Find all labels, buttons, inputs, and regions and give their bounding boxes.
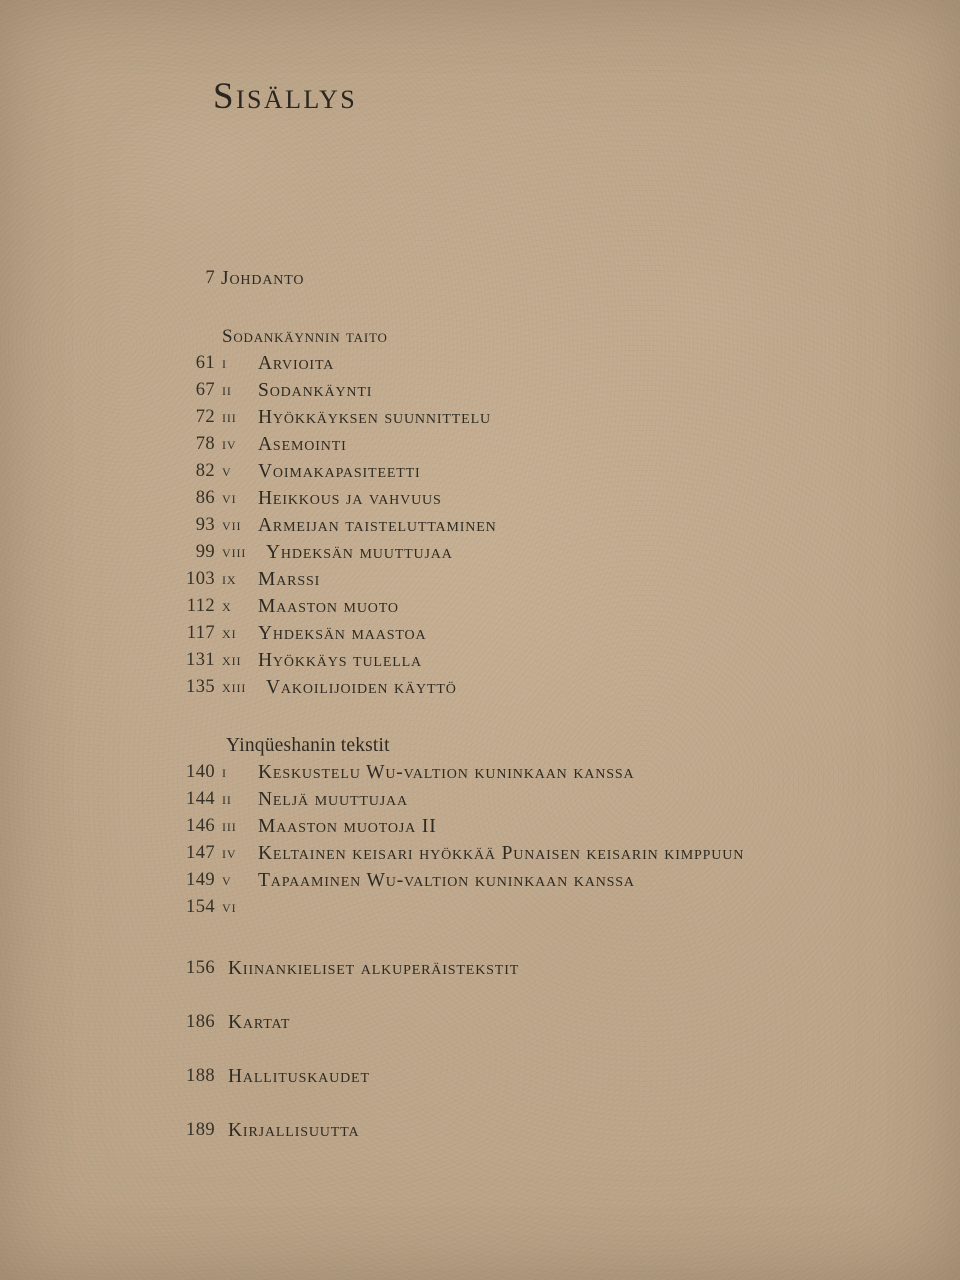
- toc-entry: [0, 623, 960, 650]
- page-number: 99: [195, 542, 215, 562]
- toc-entry-back-matter: [0, 1120, 960, 1147]
- page-number: 140: [186, 762, 215, 782]
- page-number: 186: [186, 1012, 215, 1032]
- entry-title: Armeijan taisteluttaminen: [258, 515, 497, 536]
- entry-title: Marssi: [258, 569, 321, 590]
- entry-title: Arvioita: [258, 353, 335, 374]
- entry-title: Sodankäynti: [258, 380, 373, 401]
- entry-title: Hyökkäys tulella: [258, 650, 422, 671]
- entry-title: Vakoilijoiden käyttö: [266, 677, 457, 698]
- chapter-numeral: v: [222, 870, 232, 889]
- page-title: Sisällys: [213, 76, 358, 117]
- toc-entry: [0, 542, 960, 569]
- toc-entry: [0, 870, 960, 897]
- spacer: [0, 704, 960, 735]
- chapter-numeral: vi: [222, 488, 237, 507]
- page-number: 144: [186, 789, 215, 809]
- page-number: 117: [186, 623, 215, 643]
- chapter-numeral: x: [222, 596, 232, 615]
- page-number: 67: [195, 380, 215, 400]
- toc-entry: [0, 353, 960, 380]
- toc-entry: [0, 897, 960, 924]
- chapter-numeral: i: [222, 762, 227, 781]
- page-number: 103: [186, 569, 215, 589]
- toc-entry-back-matter: [0, 958, 960, 985]
- toc-entry: [0, 407, 960, 434]
- entry-title: Heikkous ja vahvuus: [258, 488, 442, 509]
- toc-entry: [0, 380, 960, 407]
- page-number: 7: [205, 268, 215, 288]
- chapter-numeral: iii: [222, 407, 237, 426]
- page-number: 78: [195, 434, 215, 454]
- chapter-numeral: viii: [222, 542, 247, 561]
- entry-title: Hallituskaudet: [228, 1066, 370, 1087]
- page-number: 72: [195, 407, 215, 427]
- toc-entry: [0, 843, 960, 870]
- section-heading: Yinqüeshanin tekstit: [226, 735, 390, 756]
- entry-title: Johdanto: [221, 268, 305, 289]
- entry-title: Keltainen keisari hyökkää Punaisen keisarin kimppuun: [258, 843, 745, 864]
- section-heading-row: [0, 326, 960, 353]
- entry-title: Yhdeksän muuttujaa: [266, 542, 453, 563]
- entry-title: Kartat: [228, 1012, 291, 1033]
- table-of-contents: [0, 268, 960, 1147]
- toc-entry-back-matter: [0, 1066, 960, 1093]
- page-number: 82: [195, 461, 215, 481]
- entry-title: Voimakapasiteetti: [258, 461, 421, 482]
- chapter-numeral: ii: [222, 380, 232, 399]
- toc-entry: [0, 488, 960, 515]
- chapter-numeral: vii: [222, 515, 242, 534]
- page-number: 93: [195, 515, 215, 535]
- entry-title: Keskustelu Wu-valtion kuninkaan kanssa: [258, 762, 635, 783]
- section-heading-row: [0, 735, 960, 762]
- chapter-numeral: iv: [222, 434, 237, 453]
- chapter-numeral: iv: [222, 843, 237, 862]
- spacer: [0, 1093, 960, 1120]
- page-number: 112: [186, 596, 215, 616]
- entry-title: Kiinankieliset alkuperäistekstit: [228, 958, 520, 979]
- toc-entry: [0, 569, 960, 596]
- section-heading: Sodankäynnin taito: [222, 326, 388, 347]
- toc-entry: [0, 677, 960, 704]
- entry-title: Maaston muotoja II: [258, 816, 437, 837]
- chapter-numeral: ix: [222, 569, 237, 588]
- page-number: 135: [186, 677, 215, 697]
- chapter-numeral: v: [222, 461, 232, 480]
- spacer: [0, 1039, 960, 1066]
- spacer: [0, 924, 960, 958]
- spacer: [0, 295, 960, 326]
- page-number: 189: [186, 1120, 215, 1140]
- page-number: 154: [186, 897, 215, 917]
- toc-entry-johdanto: [0, 268, 960, 295]
- toc-entry: [0, 596, 960, 623]
- toc-entry: [0, 434, 960, 461]
- toc-entry: [0, 789, 960, 816]
- chapter-numeral: xi: [222, 623, 237, 642]
- page-number: 147: [186, 843, 215, 863]
- page-number: 156: [186, 958, 215, 978]
- toc-entry-back-matter: [0, 1012, 960, 1039]
- toc-entry: [0, 515, 960, 542]
- spacer: [0, 985, 960, 1012]
- entry-title: Hyökkäyksen suunnittelu: [258, 407, 491, 428]
- entry-title: Maaston muoto: [258, 596, 399, 617]
- toc-entry: [0, 762, 960, 789]
- chapter-numeral: vi: [222, 897, 237, 916]
- toc-entry: [0, 816, 960, 843]
- entry-title: Kirjallisuutta: [228, 1120, 360, 1141]
- chapter-numeral: i: [222, 353, 227, 372]
- entry-title: Tapaaminen Wu-valtion kuninkaan kanssa: [258, 870, 635, 891]
- page-number: 86: [195, 488, 215, 508]
- page-number: 188: [186, 1066, 215, 1086]
- entry-title: Yhdeksän maastoa: [258, 623, 427, 644]
- entry-title: Asemointi: [258, 434, 347, 455]
- entry-title: Neljä muuttujaa: [258, 789, 408, 810]
- chapter-numeral: ii: [222, 789, 232, 808]
- page-number: 146: [186, 816, 215, 836]
- page-number: 61: [195, 353, 215, 373]
- chapter-numeral: xii: [222, 650, 242, 669]
- toc-entry: [0, 650, 960, 677]
- chapter-numeral: iii: [222, 816, 237, 835]
- toc-entry: [0, 461, 960, 488]
- chapter-numeral: xiii: [222, 677, 247, 696]
- page-number: 149: [186, 870, 215, 890]
- page-number: 131: [186, 650, 215, 670]
